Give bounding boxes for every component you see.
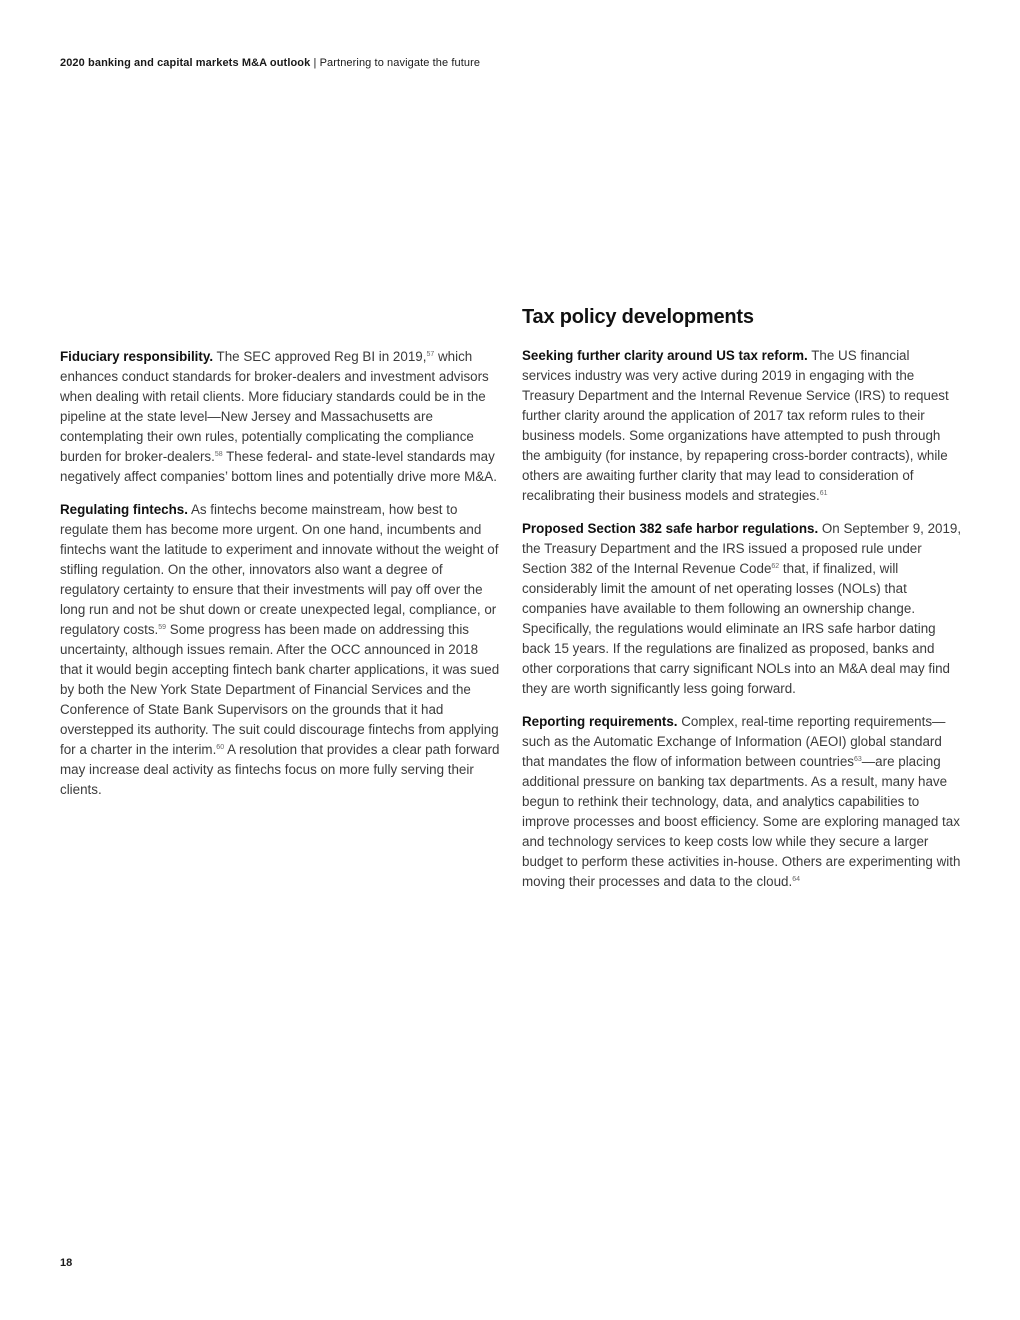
running-header: [60, 57, 480, 69]
header-separator: |: [310, 57, 320, 69]
section-title: Tax policy developments: [522, 306, 754, 328]
paragraph-lead: Seeking further clarity around US tax reform.: [522, 348, 808, 363]
paragraph-us-tax-reform: [522, 346, 962, 506]
paragraph-text: —are placing additional pressure on banking tax departments. As a result, many have begun to rethink their technology, data, and analytics capabilities to improve processes and boost efficiency. Some are exploring managed tax and technology services to keep costs low while they secure a larger budget to perform these activities in-house. Others are experimenting with moving their processes and data to the cloud.: [522, 754, 961, 889]
right-column: [522, 346, 962, 905]
paragraph-section-382: [522, 519, 962, 699]
paragraph-regulating-fintechs: [60, 500, 500, 800]
footnote-ref: 63: [853, 756, 862, 763]
paragraph-text: A resolution that provides a clear path forward may increase deal activity as fintechs focus on more fully serving their clients.: [60, 742, 500, 797]
footnote-ref: 62: [771, 563, 780, 570]
left-column: [60, 347, 500, 813]
paragraph-lead: Proposed Section 382 safe harbor regulations.: [522, 521, 819, 536]
footnote-ref: 57: [426, 351, 435, 358]
paragraph-text: that, if finalized, will considerably limit the amount of net operating losses (NOLs) that companies have available to them following an ownership change. Specifically, the regulations would eliminate an IRS safe harbor dating back 15 years. If the regulations are finalized as proposed, banks and other corporations that carry significant NOLs into an M&A deal may find they are worth significantly less going forward.: [522, 561, 950, 696]
report-subtitle: Partnering to navigate the future: [319, 57, 481, 69]
footnote-ref: 58: [214, 451, 223, 458]
paragraph-text: which enhances conduct standards for broker-dealers and investment advisors when dealing with retail clients. More fiduciary standards could be in the pipeline at the state level—New Jersey and Massachusetts are contemplating their own rules, potentially complicating the compliance burden for broker-dealers.: [60, 349, 489, 464]
page-number: 18: [60, 1257, 73, 1269]
footnote-ref: 59: [158, 624, 167, 631]
paragraph-text: Some progress has been made on addressing this uncertainty, although issues remain. After the OCC announced in 2018 that it would begin accepting fintech bank charter applications, it was sued by both the New York State Department of Financial Services and the Conference of State Bank Supervisors on the grounds that it had overstepped its authority. The suit could discourage fintechs from applying for a charter in the interim.: [60, 622, 500, 757]
paragraph-text: The SEC approved Reg BI in 2019,: [213, 349, 427, 364]
paragraph-text: Complex, real-time reporting requirements—such as the Automatic Exchange of Information (AEOI) global standard that mandates the flow of information between countries: [522, 714, 946, 769]
paragraph-lead: Regulating fintechs.: [60, 502, 188, 517]
paragraph-text: On September 9, 2019, the Treasury Department and the IRS issued a proposed rule under Section 382 of the Internal Revenue Code: [522, 521, 962, 576]
footnote-ref: 64: [792, 876, 801, 883]
paragraph-text: The US financial services industry was very active during 2019 in engaging with the Treasury Department and the Internal Revenue Service (IRS) to request further clarity around the application of 2017 tax reform rules to their business models. Some organizations have attempted to push through the ambiguity (for instance, by repapering cross-border contracts), while others are awaiting further clarity that may lead to consideration of recalibrating their business models and strategies.: [522, 348, 949, 503]
paragraph-reporting-requirements: [522, 712, 962, 892]
paragraph-text: These federal- and state-level standards may negatively affect companies’ bottom lines and potentially drive more M&A.: [60, 449, 497, 484]
footnote-ref: 60: [216, 744, 225, 751]
footnote-ref: 61: [819, 490, 828, 497]
report-title: 2020 banking and capital markets M&A outlook: [60, 57, 311, 69]
paragraph-lead: Reporting requirements.: [522, 714, 678, 729]
paragraph-lead: Fiduciary responsibility.: [60, 349, 214, 364]
paragraph-text: As fintechs become mainstream, how best to regulate them has become more urgent. On one hand, incumbents and fintechs want the latitude to experiment and innovate without the weight of stifling regulation. On the other, innovators also want a degree of regulatory certainty to ensure that their investments will pay off over the long run and not be shut down or create unexpected legal, compliance, or regulatory costs.: [60, 502, 499, 637]
paragraph-fiduciary-responsibility: [60, 347, 500, 487]
